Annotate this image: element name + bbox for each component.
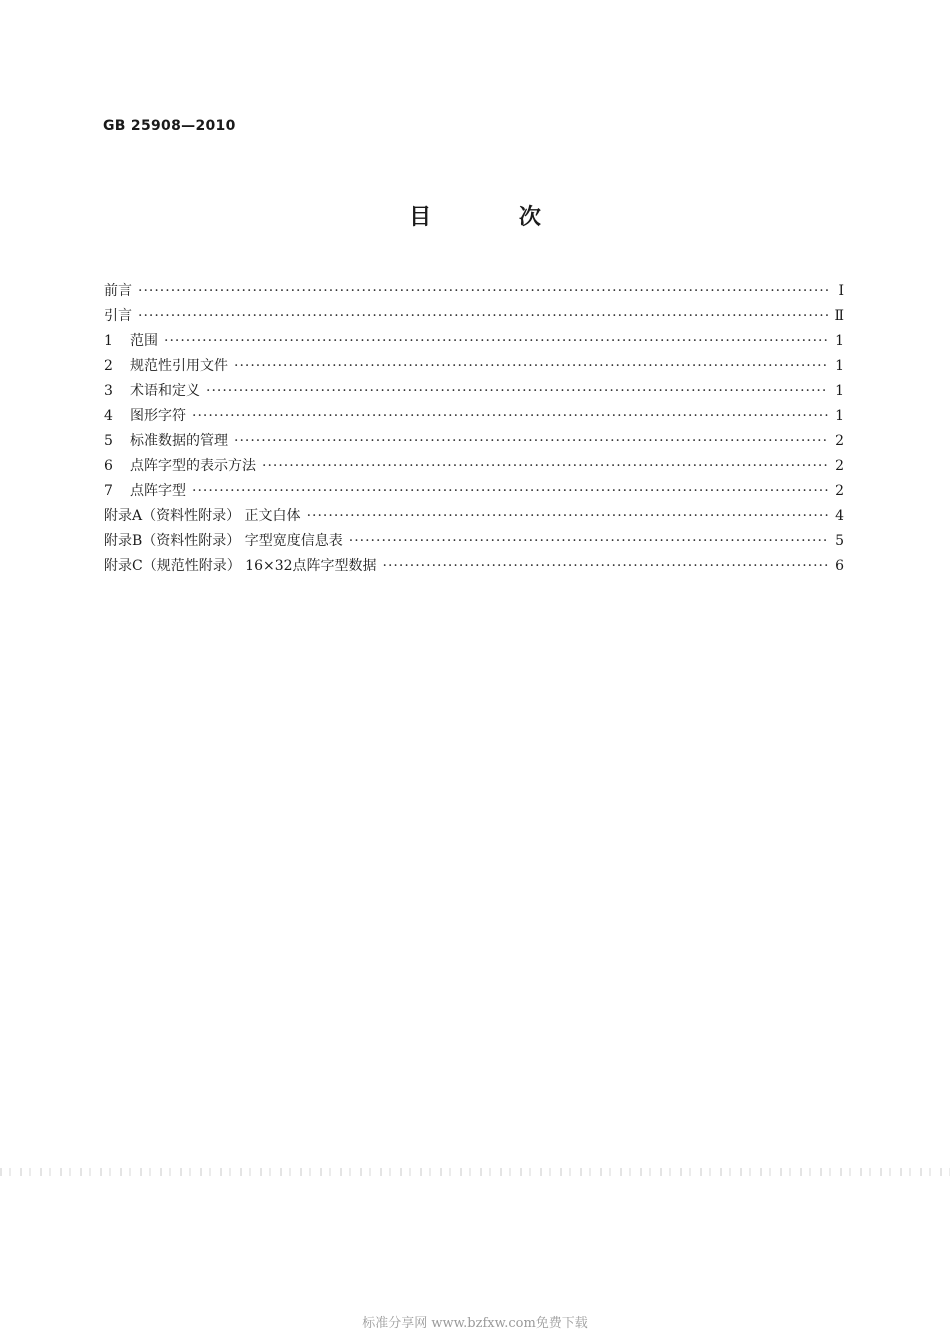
toc-leader-dots [262,458,828,474]
toc-entry-label: 1 范围 [104,333,158,349]
toc-entry-page: Ⅱ [834,308,844,324]
toc-leader-dots [164,333,828,349]
toc-entry-page: 1 [835,383,844,399]
toc-entry-page: 2 [835,483,844,499]
toc-entry-page: 6 [835,558,844,574]
toc-leader-dots [383,558,828,574]
toc-entry-label: 5 标准数据的管理 [104,433,228,449]
toc-entry-label: 3 术语和定义 [104,383,200,399]
toc-entry-page: 4 [835,508,844,524]
toc-entry-page: 5 [835,533,844,549]
toc-entry-introduction[interactable] [104,305,844,330]
footer-watermark: 标准分享网 www.bzfxw.com免费下载 [362,1316,588,1331]
toc-leader-dots [138,283,828,299]
toc-entry-page: 1 [835,358,844,374]
toc-entry-page: 1 [835,408,844,424]
toc-entry-7[interactable] [104,480,844,505]
toc-entry-2[interactable] [104,355,844,380]
toc-entry-label: 附录B（资料性附录） 字型宽度信息表 [104,533,343,549]
table-of-contents [104,280,844,580]
toc-entry-label: 6 点阵字型的表示方法 [104,458,256,474]
toc-leader-dots [192,408,828,424]
toc-leader-dots [234,433,828,449]
standard-code: GB 25908—2010 [103,118,236,134]
toc-entry-5[interactable] [104,430,844,455]
toc-entry-appendix-c[interactable] [104,555,844,580]
toc-entry-appendix-a[interactable] [104,505,844,530]
toc-leader-dots [138,308,828,324]
page-title: 目 次 [409,205,581,230]
toc-entry-label: 2 规范性引用文件 [104,358,228,374]
toc-entry-label: 4 图形字符 [104,408,186,424]
toc-entry-3[interactable] [104,380,844,405]
toc-entry-1[interactable] [104,330,844,355]
toc-entry-page: 2 [835,458,844,474]
toc-entry-label: 前言 [104,283,132,299]
toc-entry-label: 7 点阵字型 [104,483,186,499]
toc-entry-label: 附录C（规范性附录） 16×32点阵字型数据 [104,558,377,574]
toc-leader-dots [234,358,828,374]
scan-artifact-line [0,1168,950,1176]
toc-leader-dots [206,383,828,399]
toc-entry-6[interactable] [104,455,844,480]
toc-entry-page: Ⅰ [838,283,844,299]
toc-entry-label: 附录A（资料性附录） 正文白体 [104,508,301,524]
toc-entry-label: 引言 [104,308,132,324]
toc-leader-dots [349,533,828,549]
toc-leader-dots [307,508,828,524]
toc-leader-dots [192,483,828,499]
toc-entry-4[interactable] [104,405,844,430]
toc-entry-page: 1 [835,333,844,349]
toc-entry-page: 2 [835,433,844,449]
toc-entry-appendix-b[interactable] [104,530,844,555]
toc-entry-foreword[interactable] [104,280,844,305]
